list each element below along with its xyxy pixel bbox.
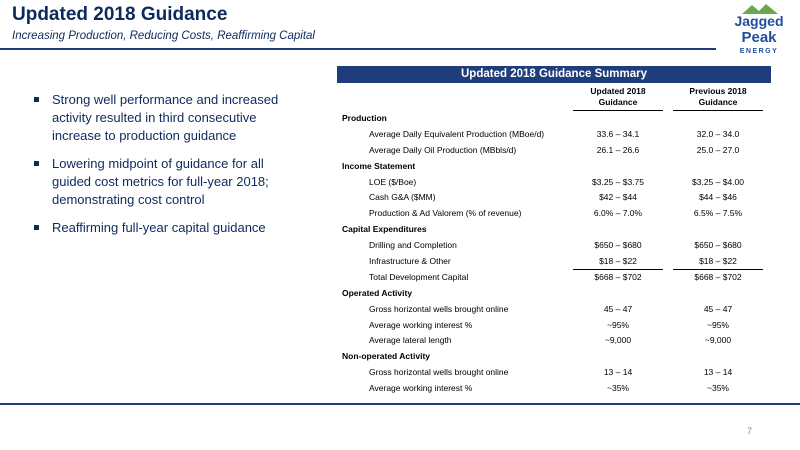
bullet-square-icon bbox=[34, 161, 39, 166]
row-label: Average Daily Oil Production (MBbls/d) bbox=[369, 144, 517, 155]
row-updated-value: ~95% bbox=[607, 319, 629, 330]
row-label: Gross horizontal wells brought online bbox=[369, 303, 509, 314]
row-updated-value: $650 – $680 bbox=[594, 240, 642, 251]
row-previous-value: $18 – $22 bbox=[699, 256, 737, 267]
logo-line1: Jagged bbox=[734, 13, 784, 29]
bullet-list bbox=[32, 91, 302, 247]
col-header-previous: Previous 2018 Guidance bbox=[689, 86, 747, 107]
row-previous-value: 45 – 47 bbox=[703, 303, 733, 314]
row-updated-value: ~35% bbox=[607, 383, 629, 394]
table-row bbox=[337, 206, 771, 222]
row-previous-value: ~95% bbox=[707, 319, 729, 330]
logo-line2: Peak bbox=[741, 29, 777, 46]
row-previous-value: $3.25 – $4.00 bbox=[692, 176, 744, 187]
row-updated-value: 13 – 14 bbox=[603, 367, 633, 378]
bullet-square-icon bbox=[34, 225, 39, 230]
row-label: LOE ($/Boe) bbox=[369, 176, 417, 187]
table-section-header bbox=[337, 222, 771, 238]
table-row bbox=[337, 333, 771, 349]
row-label: Average Daily Equivalent Production (MBoe/d) bbox=[369, 128, 545, 139]
table-row bbox=[337, 238, 771, 254]
row-label: Capital Expenditures bbox=[342, 224, 427, 235]
row-label: Gross horizontal wells brought online bbox=[369, 367, 509, 378]
table-section-header bbox=[337, 159, 771, 175]
table-row bbox=[337, 318, 771, 334]
row-previous-value: $44 – $46 bbox=[699, 192, 737, 203]
table-title: Updated 2018 Guidance Summary bbox=[337, 66, 771, 83]
company-logo bbox=[722, 2, 796, 60]
title-divider bbox=[0, 48, 716, 50]
row-label: Drilling and Completion bbox=[369, 240, 457, 251]
row-label: Average working interest % bbox=[369, 383, 473, 394]
row-previous-value: 6.5% – 7.5% bbox=[693, 208, 743, 219]
table-row bbox=[337, 127, 771, 143]
table-section-header bbox=[337, 349, 771, 365]
row-updated-value: $18 – $22 bbox=[599, 256, 637, 267]
row-updated-value: $3.25 – $3.75 bbox=[592, 176, 644, 187]
col-header-updated: Updated 2018 Guidance bbox=[590, 86, 646, 107]
footer-divider bbox=[0, 403, 800, 405]
table-section-header bbox=[337, 286, 771, 302]
row-updated-value: 26.1 – 26.6 bbox=[596, 144, 640, 155]
row-updated-value: 6.0% – 7.0% bbox=[593, 208, 643, 219]
table-row bbox=[337, 302, 771, 318]
row-label: Infrastructure & Other bbox=[369, 256, 451, 267]
row-previous-value: 32.0 – 34.0 bbox=[696, 128, 740, 139]
row-label: Income Statement bbox=[342, 160, 416, 171]
table-row bbox=[337, 270, 771, 286]
row-label: Total Development Capital bbox=[369, 271, 469, 282]
logo-line3: ENERGY bbox=[739, 48, 779, 55]
page-number: 7 bbox=[746, 426, 752, 436]
table-body bbox=[337, 111, 771, 397]
table-row bbox=[337, 190, 771, 206]
bullet-text: Lowering midpoint of guidance for all guided cost metrics for full-year 2018; demonstrating cost control bbox=[52, 156, 269, 207]
row-updated-value: 45 – 47 bbox=[603, 303, 633, 314]
page-title: Updated 2018 Guidance bbox=[12, 4, 228, 25]
row-previous-value: ~35% bbox=[707, 383, 729, 394]
table-section-header bbox=[337, 111, 771, 127]
row-previous-value: 13 – 14 bbox=[703, 367, 733, 378]
row-label: Production & Ad Valorem (% of revenue) bbox=[369, 208, 522, 219]
row-updated-value: 33.6 – 34.1 bbox=[596, 128, 640, 139]
row-updated-value: $42 – $44 bbox=[599, 192, 637, 203]
row-updated-value: ~9,000 bbox=[604, 335, 632, 346]
bullet-square-icon bbox=[34, 97, 39, 102]
table-row bbox=[337, 365, 771, 381]
bullet-item bbox=[32, 155, 302, 209]
row-label: Average working interest % bbox=[369, 319, 473, 330]
row-label: Non-operated Activity bbox=[342, 351, 431, 362]
row-label: Average lateral length bbox=[369, 335, 452, 346]
row-previous-value: $668 – $702 bbox=[694, 271, 742, 282]
row-label: Production bbox=[342, 113, 387, 123]
row-label: Operated Activity bbox=[342, 287, 413, 298]
bullet-text: Strong well performance and increased activity resulted in third consecutive increase to production guidance bbox=[52, 92, 279, 143]
table-row bbox=[337, 381, 771, 397]
table-column-headers bbox=[337, 83, 771, 111]
row-previous-value: 25.0 – 27.0 bbox=[696, 144, 740, 155]
row-previous-value: $650 – $680 bbox=[694, 240, 742, 251]
page-subtitle: Increasing Production, Reducing Costs, Reaffirming Capital bbox=[12, 30, 315, 42]
bullet-text: Reaffirming full-year capital guidance bbox=[52, 220, 266, 235]
bullet-item bbox=[32, 91, 302, 145]
row-updated-value: $668 – $702 bbox=[594, 271, 642, 282]
guidance-table bbox=[337, 66, 771, 397]
row-label: Cash G&A ($MM) bbox=[369, 192, 436, 203]
table-row bbox=[337, 175, 771, 191]
row-previous-value: ~9,000 bbox=[704, 335, 732, 346]
bullet-item bbox=[32, 219, 302, 237]
table-row bbox=[337, 143, 771, 159]
table-row bbox=[337, 254, 771, 270]
